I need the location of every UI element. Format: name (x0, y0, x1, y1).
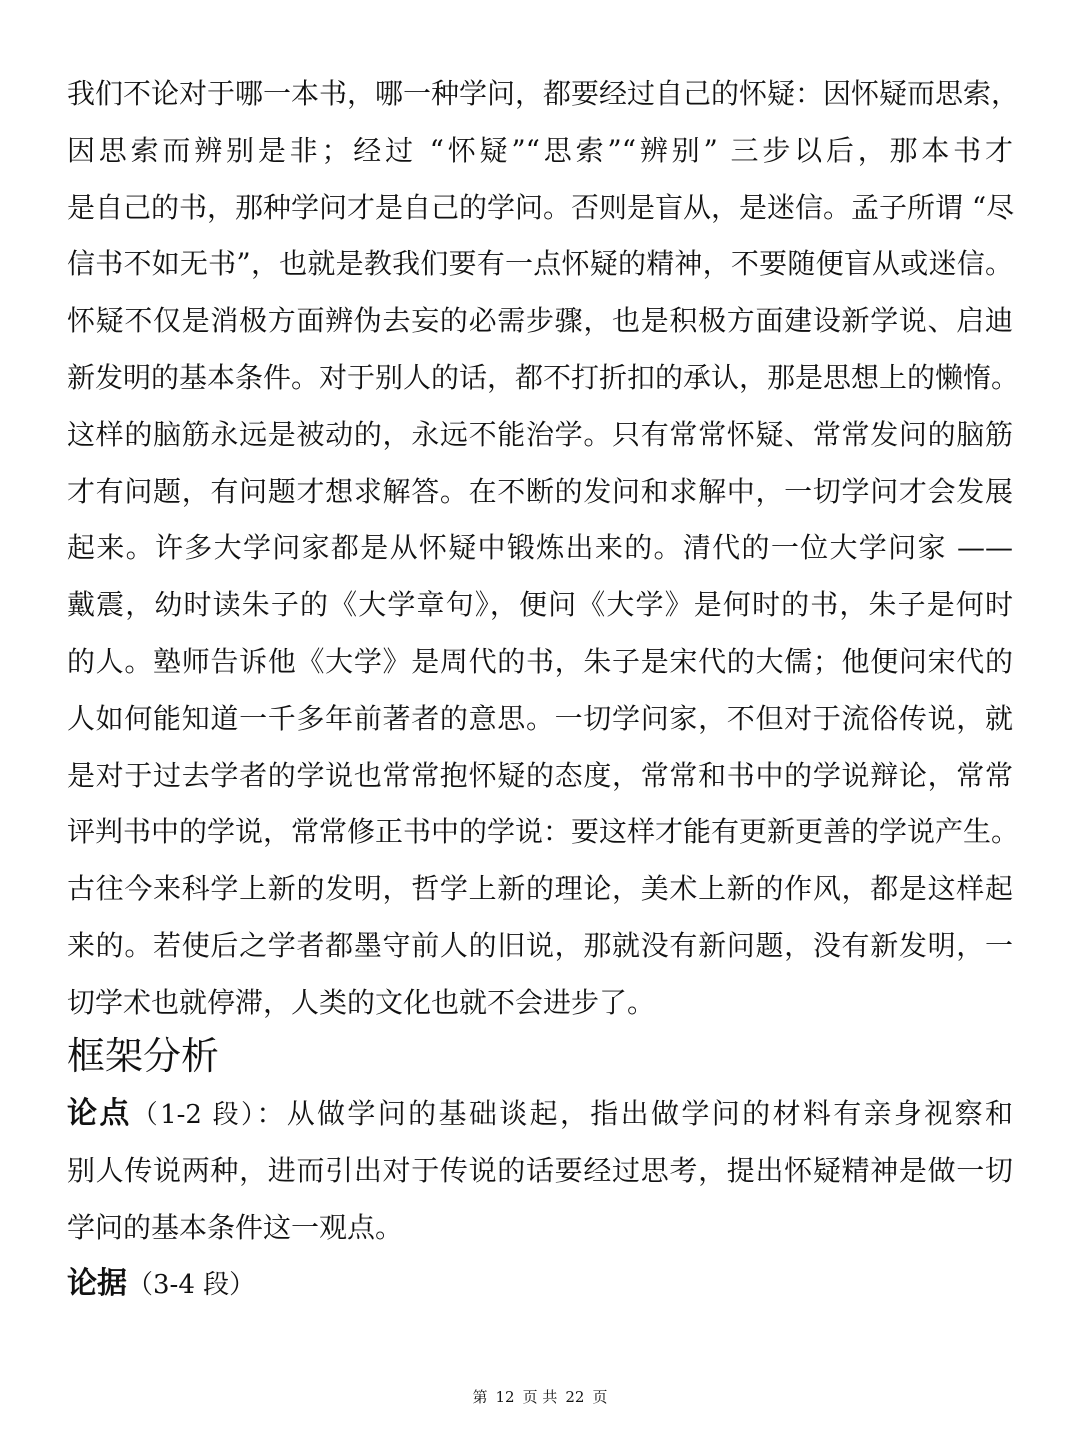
body-line: 人如何能知道一千多年前著者的意思。一切学问家，不但对于流俗传说，就 (67, 701, 1013, 735)
thesis-line-2: 别人传说两种，进而引出对于传说的话要经过思考，提出怀疑精神是做一切 (67, 1153, 1013, 1187)
footer-middle: 页 共 (522, 1388, 558, 1406)
thesis-line-3: 学问的基本条件这一观点。 (67, 1210, 404, 1244)
body-line: 这样的脑筋永远是被动的，永远不能治学。只有常常怀疑、常常发问的脑筋 (67, 417, 1013, 451)
body-line: 新发明的基本条件。对于别人的话，都不打折扣的承认，那是思想上的懒惰。 (67, 360, 1020, 394)
total-page-count: 22 (565, 1388, 585, 1406)
body-line: 起来。许多大学问家都是从怀疑中锻炼出来的。清代的一位大学问家 —— (67, 531, 1013, 565)
thesis-block (67, 1086, 1013, 1256)
body-line: 怀疑不仅是消极方面辨伪去妄的必需步骤，也是积极方面建设新学说、启迪 (67, 304, 1013, 338)
thesis-term: 论点 (67, 1096, 132, 1131)
footer-prefix: 第 (472, 1388, 488, 1406)
page-footer (0, 1386, 1080, 1408)
body-line: 来的。若使后之学者都墨守前人的旧说，那就没有新问题，没有新发明，一 (67, 928, 1013, 962)
footer-suffix: 页 (592, 1388, 608, 1406)
body-paragraph (67, 66, 1020, 1032)
body-line: 是对于过去学者的学说也常常抱怀疑的态度，常常和书中的学说辩论，常常 (67, 758, 1013, 792)
argument-range: （3-4 段） (127, 1270, 256, 1300)
thesis-text: ：从做学问的基础谈起，指出做学问的材料有亲身视察和 (256, 1097, 1014, 1130)
body-line: 的人。塾师告诉他《大学》是周代的书，朱子是宋代的大儒；他便问宋代的 (67, 644, 1013, 678)
body-line: 我们不论对于哪一本书，哪一种学问，都要经过自己的怀疑：因怀疑而思索， (67, 77, 1020, 110)
body-line: 戴震，幼时读朱子的《大学章句》，便问《大学》是何时的书，朱子是何时 (67, 588, 1013, 622)
body-line: 才有问题，有问题才想求解答。在不断的发问和求解中，一切学问才会发展 (67, 474, 1013, 508)
body-line: 是自己的书，那种学问才是自己的学问。否则是盲从，是迷信。孟子所谓 “尽 (67, 190, 1015, 224)
body-line: 切学术也就停滞，人类的文化也就不会进步了。 (67, 985, 656, 1019)
body-line: 信书不如无书”，也就是教我们要有一点怀疑的精神，不要随便盲从或迷信。 (67, 247, 1013, 281)
thesis-range: （1-2 段） (131, 1100, 257, 1130)
thesis-line-1 (67, 1086, 1013, 1143)
body-line: 因思索而辨别是非；经过 “怀疑”“思索”“辨别” 三步以后，那本书才 (67, 133, 1013, 167)
body-line: 古往今来科学上新的发明，哲学上新的理论，美术上新的作风，都是这样起 (67, 872, 1013, 906)
current-page-number: 12 (495, 1388, 515, 1406)
section-title: 框架分析 (67, 1034, 220, 1078)
body-line: 评判书中的学说，常常修正书中的学说：要这样才能有更新更善的学说产生。 (67, 815, 1020, 849)
argument-term: 论据 (67, 1266, 127, 1301)
argument-heading (67, 1256, 255, 1312)
